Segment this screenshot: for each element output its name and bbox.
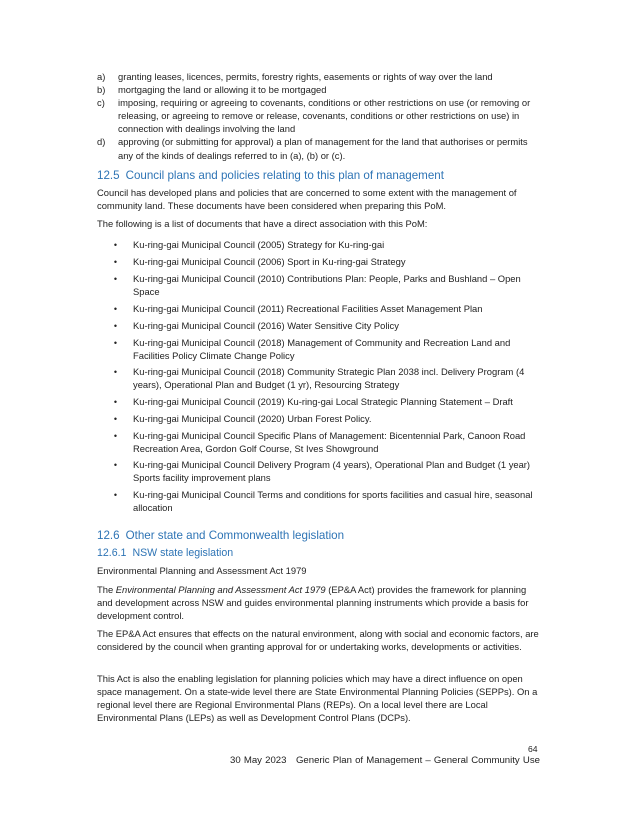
bullet-icon bbox=[97, 255, 133, 269]
bullet-icon bbox=[97, 395, 133, 409]
list-text: Ku-ring-gai Municipal Council (2005) Strategy for Ku-ring-gai bbox=[133, 239, 385, 250]
list-text: Ku-ring-gai Municipal Council (2006) Sport in Ku-ring-gai Strategy bbox=[133, 256, 406, 268]
list-text: Ku-ring-gai Municipal Council (2010) Contributions Plan: People, Parks and Bushland – Open Space bbox=[133, 273, 521, 298]
list-item bbox=[97, 412, 539, 426]
list-item bbox=[97, 319, 539, 333]
bullet-icon bbox=[97, 365, 133, 391]
list-item bbox=[97, 255, 539, 269]
list-marker: c) bbox=[97, 97, 105, 109]
bullet-icon bbox=[97, 458, 133, 484]
list-text: Ku-ring-gai Municipal Council (2018) Management of Community and Recreation Land and Facilities Policy Climate Change Policy bbox=[133, 337, 511, 362]
list-item bbox=[97, 429, 539, 455]
bullet-icon bbox=[97, 238, 133, 252]
list-text: granting leases, licences, permits, forestry rights, easements or rights of way over the land bbox=[118, 71, 493, 82]
list-item bbox=[97, 135, 537, 161]
paragraph: The following is a list of documents that have a direct association with this PoM: bbox=[97, 218, 428, 229]
act-heading: Environmental Planning and Assessment Act 1979 bbox=[97, 565, 307, 576]
list-text: Ku-ring-gai Municipal Council Terms and conditions for sports facilities and casual hire, seasonal allocation bbox=[133, 488, 533, 513]
documents-list bbox=[97, 238, 544, 517]
section-heading-12-6 bbox=[97, 529, 344, 542]
list-text: Ku-ring-gai Municipal Council (2019) Ku-ring-gai Local Strategic Planning Statement – Draft bbox=[133, 395, 513, 407]
subsection-title: NSW state legislation bbox=[132, 547, 234, 559]
section-title: Other state and Commonwealth legislation bbox=[125, 529, 345, 542]
dealings-list bbox=[97, 70, 537, 162]
footer-text: 30 May 2023 Generic Plan of Management – General Community Use bbox=[230, 755, 540, 766]
paragraph: Council has developed plans and policies that are concerned to some extent with the management of community land. These documents have been considered when preparing this PoM. bbox=[97, 187, 517, 212]
list-text: Ku-ring-gai Municipal Council (2020) Urban Forest Policy. bbox=[133, 412, 372, 424]
list-item bbox=[97, 336, 539, 362]
paragraph: This Act is also the enabling legislation for planning policies which may have a direct influence on open space management. On a state-wide level there are State Environmental Planning Policies (SEPPs). On a regional level there are Regional Environmental Plans (REPs). On a local level there are Local Environmental Plans (LEPs) as well as Development Control Plans (DCPs). bbox=[97, 673, 538, 724]
list-text: Ku-ring-gai Municipal Council (2018) Community Strategic Plan 2038 incl. Delivery Program (4 years), Operational Plan and Budget (1 yr), Resourcing Strategy bbox=[133, 366, 525, 391]
section-number: 12.6 bbox=[97, 529, 120, 542]
subsection-number: 12.6.1 bbox=[97, 547, 127, 559]
list-item bbox=[97, 302, 539, 316]
list-item bbox=[97, 272, 539, 298]
subsection-heading-12-6-1 bbox=[97, 547, 233, 559]
paragraph-lead: The bbox=[97, 584, 116, 595]
paragraph: The EP&A Act ensures that effects on the natural environment, along with social and economic factors, are considered by the council when granting approval for or undertaking works, developments or activities. bbox=[97, 628, 539, 653]
list-text: mortgaging the land or allowing it to be mortgaged bbox=[118, 84, 327, 96]
bullet-icon bbox=[97, 302, 133, 316]
section-heading-12-5 bbox=[97, 169, 444, 182]
list-item bbox=[97, 70, 537, 83]
list-item bbox=[97, 238, 539, 252]
act-name: Environmental Planning and Assessment Act 1979 bbox=[115, 584, 326, 595]
list-text: Ku-ring-gai Municipal Council Delivery Program (4 years), Operational Plan and Budget (1 year) Sports facility improvement plans bbox=[133, 459, 544, 484]
list-text: Ku-ring-gai Municipal Council (2011) Recreational Facilities Asset Management Plan bbox=[133, 302, 483, 314]
bullet-icon bbox=[97, 412, 133, 426]
bullet-icon bbox=[97, 336, 133, 362]
list-text: Ku-ring-gai Municipal Council (2016) Water Sensitive City Policy bbox=[133, 319, 399, 331]
bullet-icon bbox=[97, 488, 133, 514]
list-item bbox=[97, 395, 539, 409]
list-item bbox=[97, 365, 539, 391]
list-item bbox=[97, 96, 537, 135]
paragraph-rest: (EP&A Act) provides the framework for planning and development across NSW and guides environmental planning instruments which provide a basis for development control. bbox=[97, 584, 529, 622]
section-title: Council plans and policies relating to this plan of management bbox=[125, 169, 444, 182]
list-marker: b) bbox=[97, 84, 106, 96]
list-text: Ku-ring-gai Municipal Council Specific Plans of Management: Bicentennial Park, Canoon Road Recreation Area, Gordon Golf Course, St Ives Showground bbox=[133, 429, 526, 455]
list-item bbox=[97, 488, 539, 514]
page-number: 64 bbox=[528, 744, 538, 754]
section-number: 12.5 bbox=[97, 169, 120, 182]
bullet-icon bbox=[97, 319, 133, 333]
list-item bbox=[97, 458, 544, 484]
list-marker: d) bbox=[97, 136, 106, 148]
list-text: imposing, requiring or agreeing to covenants, conditions or other restrictions on use (or removing or releasing, or agreeing to remove or release, covenants, conditions or other restrictions on use) in connection with dealings involving the land bbox=[118, 97, 531, 135]
list-marker: a) bbox=[97, 71, 106, 82]
bullet-icon bbox=[97, 429, 133, 455]
list-text: approving (or submitting for approval) a plan of management for the land that authorises or permits any of the kinds of dealings referred to in (a), (b) or (c). bbox=[118, 136, 528, 161]
bullet-icon bbox=[97, 272, 133, 298]
list-item bbox=[97, 83, 537, 96]
paragraph bbox=[97, 583, 539, 622]
